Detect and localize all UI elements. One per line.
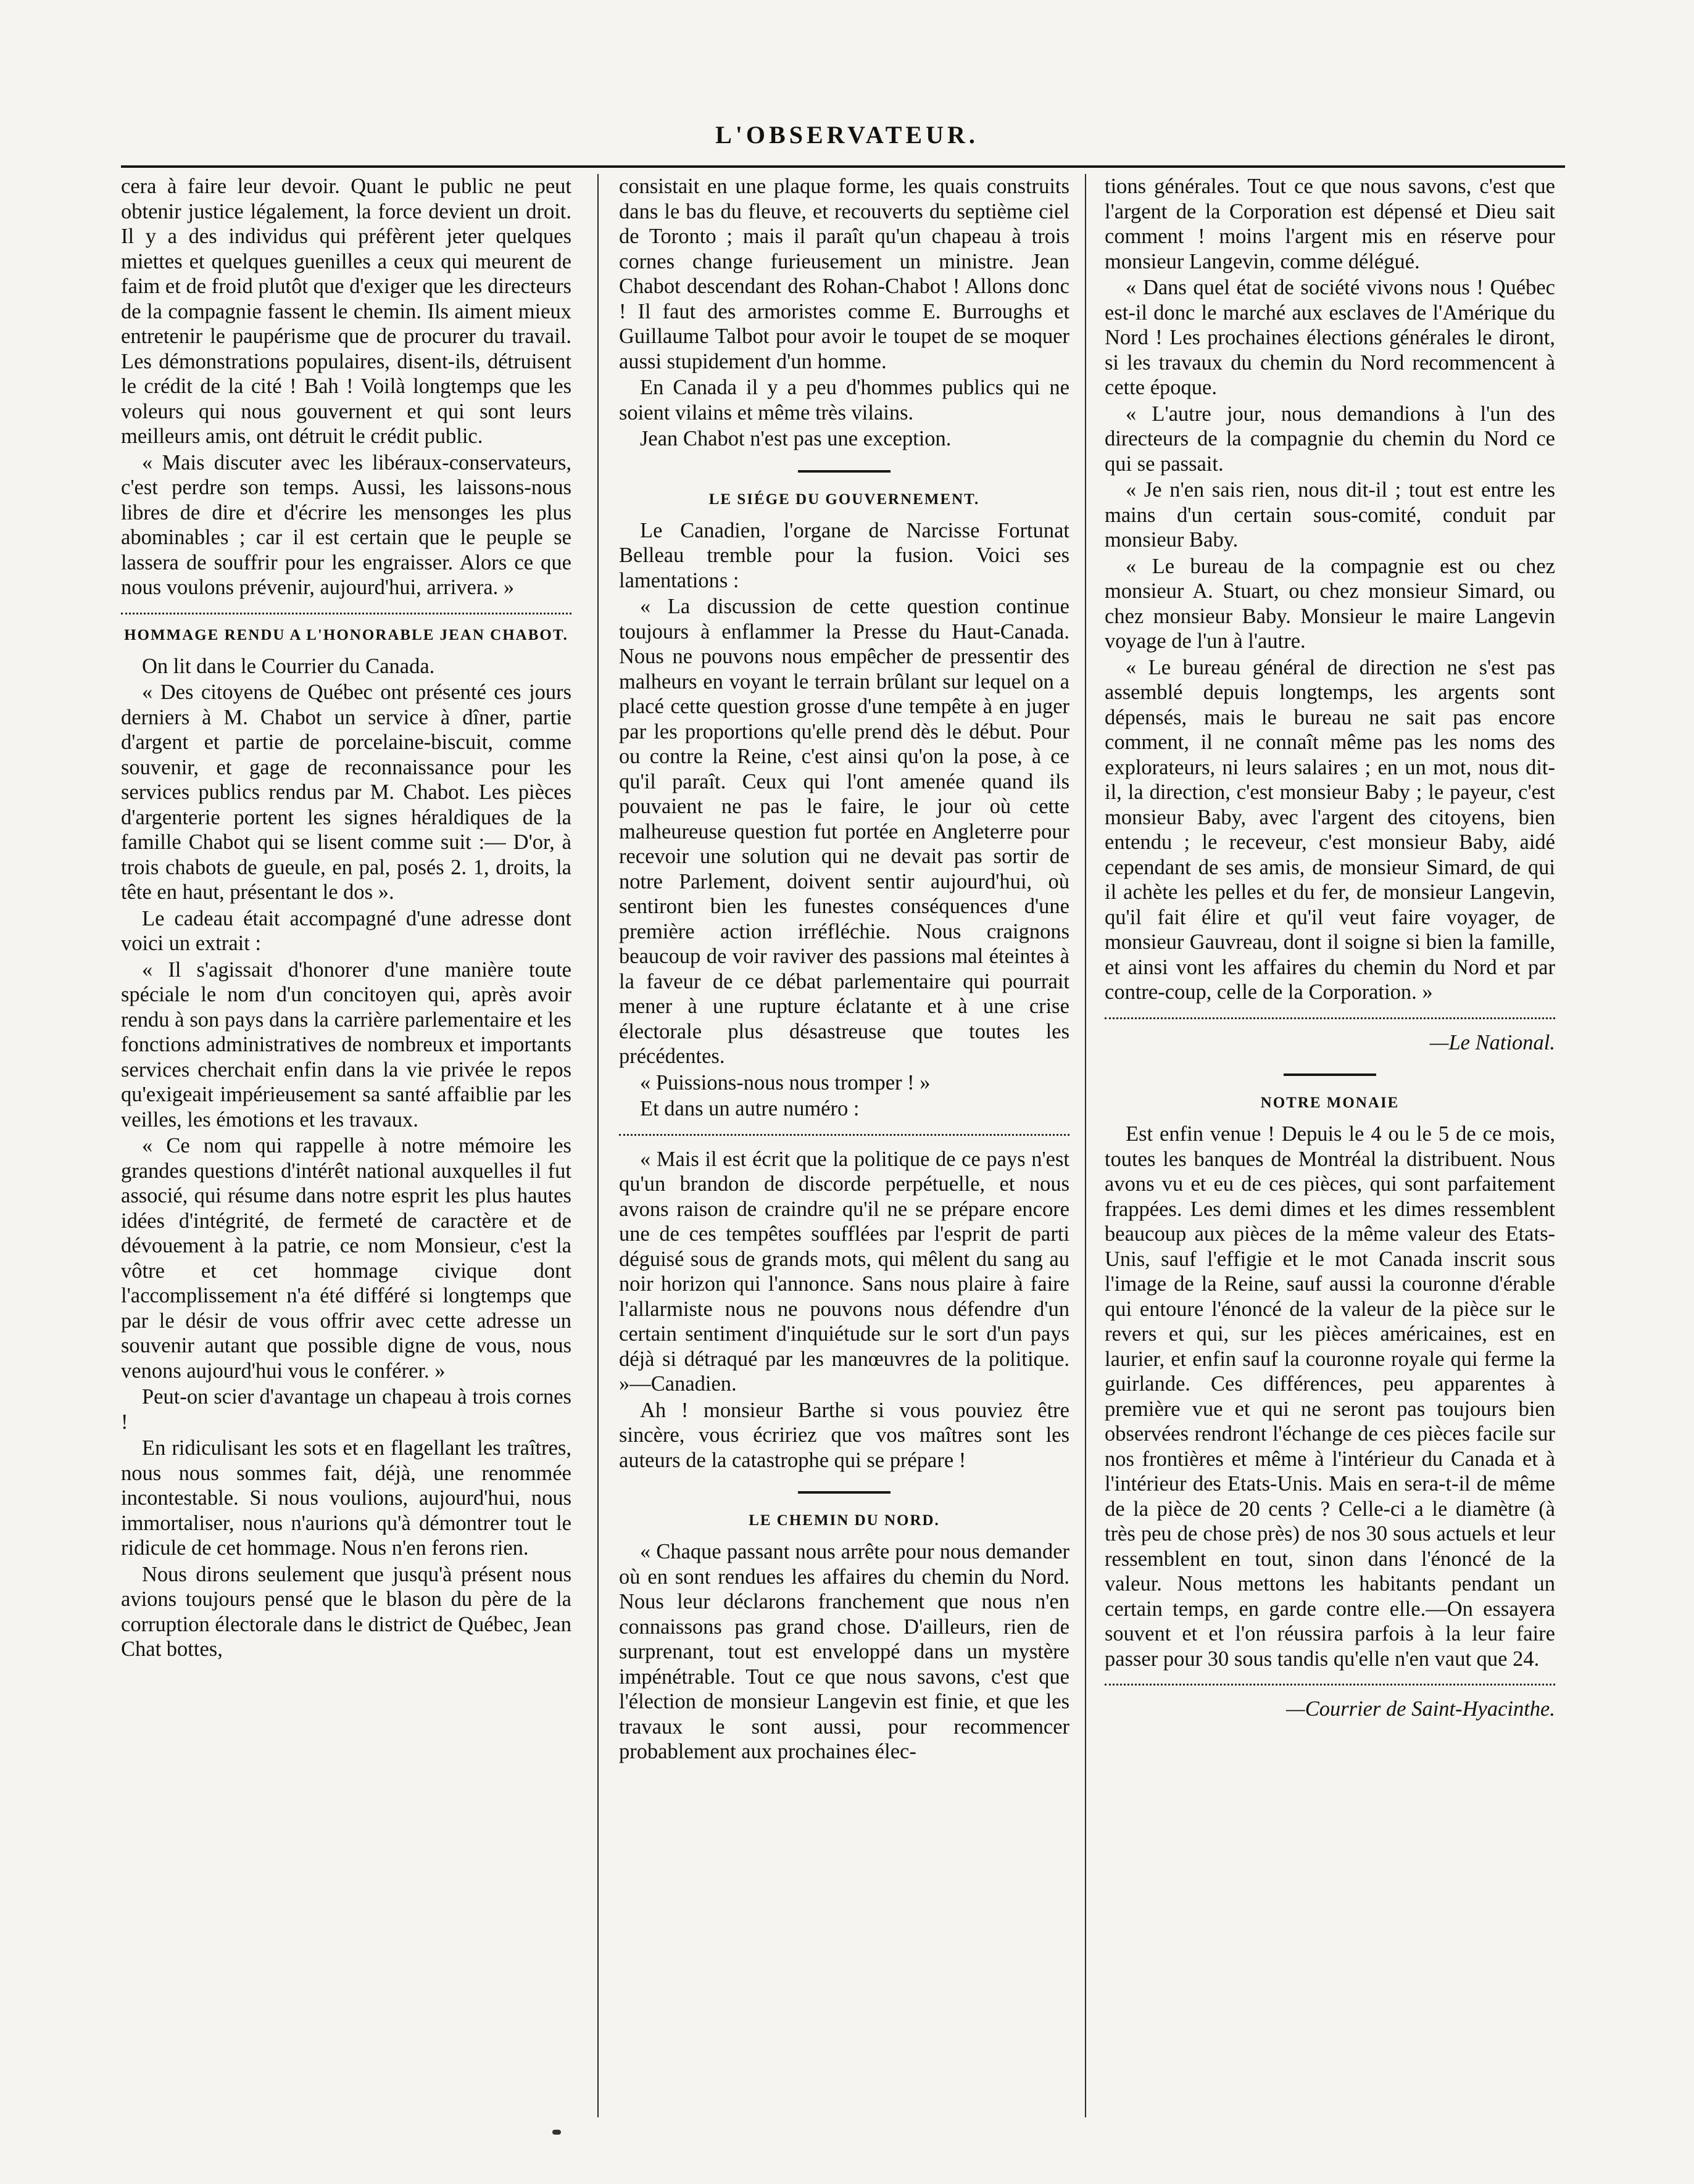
- paragraph: Jean Chabot n'est pas une exception.: [640, 427, 952, 450]
- paragraph: tions générales. Tout ce que nous savons, c'est que l'argent de la Corporation est dépensé et Dieu sait comment ! moins l'argent mis en réserve pour monsieur Langevin, comme délégué.: [1105, 175, 1555, 273]
- paragraph: « Ce nom qui rappelle à notre mémoire les grandes questions d'intérêt national auxquelles il fut associé, qui résume dans notre esprit les plus hautes idées d'intégrité, de fermeté de caractère et de dévouement à la patrie, ce nom Monsieur, c'est la vôtre et cet hommage civique dont l'accomplissement n'a été différé si longtemps que par le désir de vous offrir avec cette adresse un souvenir autant que possible digne de vous, nous venons aujourd'hui vous le conférer. »: [121, 1134, 571, 1383]
- dotted-separator: [1105, 1017, 1555, 1019]
- column-1: [121, 174, 571, 2142]
- article-heading: NOTRE MONAIE: [1260, 1094, 1400, 1111]
- source-signature: —Courrier de Saint-Hyacinthe.: [1286, 1697, 1555, 1721]
- paragraph: « Mais il est écrit que la politique de ce pays n'est qu'un brandon de discorde perpétuelle, et nous avons raison de craindre qu'il ne se prépare encore une de ces tempêtes soufflées par l'esprit de parti déguisé sous de grands mots, qui mêlent du sang au noir horizon qui l'annonce. Sans nous plaire à faire l'allarmiste nous ne pouvons nous défendre d'un certain sentiment d'inquiétude sur le sort d'un pays déjà si détraqué par les manœuvres de la politique. »—Canadien.: [619, 1147, 1069, 1396]
- column-2: [619, 174, 1069, 2142]
- paragraph: Et dans un autre numéro :: [640, 1097, 860, 1120]
- column-divider: [597, 174, 599, 2117]
- paragraph: Le cadeau était accompagné d'une adresse dont voici un extrait :: [121, 906, 571, 955]
- paragraph: En Canada il y a peu d'hommes publics qui ne soient vilains et même très vilains.: [619, 376, 1069, 424]
- paragraph: « Il s'agissait d'honorer d'une manière toute spéciale le nom d'un concitoyen qui, après avoir rendu à son pays dans la carrière parlementaire et les fonctions administratives de nombreux et importants services cherchait enfin dans la vie privée le repos qu'exigeait impérieusement sa santé affaiblie par les veilles, les émotions et les travaux.: [121, 958, 571, 1131]
- section-rule: [798, 470, 891, 473]
- masthead: L'OBSERVATEUR.: [715, 121, 979, 149]
- dotted-separator: [619, 1134, 1069, 1136]
- paragraph: Peut-on scier d'avantage un chapeau à trois cornes !: [121, 1385, 571, 1434]
- column-3: [1105, 174, 1555, 2142]
- paragraph: Nous dirons seulement que jusqu'à présent nous avions toujours pensé que le blason du père de la corruption électorale dans le district de Québec, Jean Chat bottes,: [121, 1562, 571, 1661]
- paragraph: « Le bureau général de direction ne s'est pas assemblé depuis longtemps, les argents sont dépensés, mais le bureau ne sait pas encore comment, il ne connaît même pas les noms des explorateurs, ni leurs salaires ; en un mot, nous dit-il, la direction, c'est monsieur Baby ; le payeur, c'est monsieur Baby, avec l'argent des citoyens, bien entendu ; le receveur, c'est monsieur Baby, aidé cependant de ses amis, de monsieur Simard, de qui il achète les pelles et du fer, de monsieur Langevin, qu'il fait élire et qu'il veut faire voyager, de monsieur Gauvreau, dont il soigne si bien la famille, et ainsi vont les affaires du chemin du Nord et par contre-coup, celle de la Corporation. »: [1105, 655, 1555, 1004]
- header-rule: [121, 165, 1565, 168]
- column-divider: [1085, 174, 1086, 2117]
- paragraph: « Des citoyens de Québec ont présenté ces jours derniers à M. Chabot un service à dîner, partie d'argent et partie de porcelaine-biscuit, comme souvenir, et gage de reconnaissance pour les services publics rendus par M. Chabot. Les pièces d'argenterie portent les signes héraldiques de la famille Chabot qui se lisent comme suit :— D'or, à trois chabots de gueule, en pal, posés 2. 1, droits, la tête en haut, présentant le dos ».: [121, 680, 571, 904]
- paragraph: Est enfin venue ! Depuis le 4 ou le 5 de ce mois, toutes les banques de Montréal la distribuent. Nous avons vu et eu de ces pièces, qui sont parfaitement frappées. Les demi dimes et les dimes ressemblent beaucoup aux pièces de la même valeur des Etats-Unis, sauf l'effigie et le mot Canada inscrit sous l'image de la Reine, sauf aussi la couronne d'érable qui entoure l'énoncé de la valeur de la pièce sur le revers et qui, sur les pièces américaines, est en laurier, et enfin sauf la couronne royale qui ferme la guirlande. Ces différences, peu apparentes à première vue et qui ne seront pas toujours bien observées rendront l'échange de ces pièces facile sur nos frontières et même à l'intérieur du Canada et à l'intérieur des Etats-Unis. Mais en sera-t-il de même de la pièce de 20 cents ? Celle-ci a le diamètre (à très peu de chose près) de nos 30 sous actuels et leur ressemblent en tout, sinon dans l'énoncé de la valeur. Nous mettons les habitants pendant un certain temps, en garde contre elle.—On essayera souvent et et l'on réussira parfois à la leur faire passer pour 30 sous tandis qu'elle n'en vaut que 24.: [1105, 1122, 1555, 1671]
- paragraph: On lit dans le Courrier du Canada.: [142, 654, 435, 678]
- source-signature: —Le National.: [1429, 1030, 1555, 1054]
- paragraph: consistait en une plaque forme, les quais construits dans le bas du fleuve, et recouverts du septième ciel de Toronto ; mais il paraît qu'un chapeau à trois cornes change furieusement un ministre. Jean Chabot descendant des Rohan-Chabot ! Allons donc ! Il faut des armoristes comme E. Burroughs et Guillaume Talbot pour avoir le toupet de se moquer aussi stupidement d'un homme.: [619, 175, 1069, 373]
- paragraph: « Chaque passant nous arrête pour nous demander où en sont rendues les affaires du chemin du Nord. Nous leur déclarons franchement que nous n'en connaissons pas grand chose. D'ailleurs, rien de surprenant, tout est enveloppé dans un mystère impénétrable. Tout ce que nous savons, c'est que l'élection de monsieur Langevin est finie, et que les travaux le sont aussi, pour recommencer probablement aux prochaines élec-: [619, 1540, 1069, 1763]
- ink-mark: [552, 2130, 561, 2135]
- paragraph: « Le bureau de la compagnie est ou chez monsieur A. Stuart, ou chez monsieur Simard, ou chez monsieur Baby. Monsieur le maire Langevin voyage de l'un à l'autre.: [1105, 554, 1555, 653]
- paragraph: « Mais discuter avec les libéraux-conservateurs, c'est perdre son temps. Aussi, les laissons-nous libres de dire et d'écrire les mensonges les plus abominables ; car il est certain que le peuple se lassera de souffrir pour les engraisser. Alors ce que nous voulons prévenir, aujourd'hui, arrivera. »: [121, 450, 571, 599]
- dotted-separator: [121, 613, 571, 614]
- dotted-separator: [1105, 1684, 1555, 1686]
- paragraph: « Puissions-nous nous tromper ! »: [640, 1070, 931, 1094]
- article-heading: LE SIÉGE DU GOUVERNEMENT.: [708, 490, 980, 508]
- paragraph: « Je n'en sais rien, nous dit-il ; tout est entre les mains d'un certain sous-comité, conduit par monsieur Baby.: [1105, 478, 1555, 552]
- paragraph: Le Canadien, l'organe de Narcisse Fortunat Belleau tremble pour la fusion. Voici ses lamentations :: [619, 518, 1069, 592]
- paragraph: cera à faire leur devoir. Quant le public ne peut obtenir justice légalement, la force devient un droit. Il y a des individus qui préfèrent jeter quelques miettes et quelques guenilles a ceux qui meurent de faim et de froid plutôt que d'exiger que les directeurs de la compagnie fassent le chemin. Ils aiment mieux entretenir le paupérisme que de procurer du travail. Les démonstrations populaires, disent-ils, détruisent le crédit de la cité ! Bah ! Voilà longtemps que les voleurs qui nous gouvernent et qui sont leurs meilleurs amis, ont détruit le crédit public.: [121, 175, 571, 448]
- paragraph: « Dans quel état de société vivons nous ! Québec est-il donc le marché aux esclaves de l'Amérique du Nord ! Les prochaines élections générales le diront, si les travaux du chemin du Nord recommencent à cette époque.: [1105, 276, 1555, 399]
- section-rule: [798, 1491, 891, 1494]
- paragraph: En ridiculisant les sots et en flagellant les traîtres, nous nous sommes fait, déjà, une renommée incontestable. Si nous voulions, aujourd'hui, nous immortaliser, nous n'aurions qu'à démontrer tout le ridicule de cet hommage. Nous n'en ferons rien.: [121, 1436, 571, 1560]
- paragraph: « La discussion de cette question continue toujours à enflammer la Presse du Haut-Canada. Nous ne pouvons nous empêcher de pressentir des malheurs en voyant le terrain brûlant sur lequel on a placé cette question grosse d'une tempête à en juger par les proportions qu'elle prend dès le début. Pour ou contre la Reine, c'est ainsi qu'on la pose, à ce qu'il paraît. Ceux qui l'ont amenée quand ils pouvaient ne pas le faire, le jour où cette malheureuse question fut portée en Angleterre pour recevoir une solution qui ne devait pas sortir de notre Parlement, doivent sentir aujourd'hui, où sentiront bien les funestes conséquences d'une première action irréfléchie. Nous craignons beaucoup de voir raviver des passions mal éteintes à la faveur de ce débat parlementaire qui pourrait mener à une rupture éclatante et à une crise électorale plus désastreuse que toutes les précédentes.: [619, 595, 1069, 1068]
- section-rule: [1284, 1073, 1376, 1076]
- article-heading: HOMMAGE RENDU A L'HONORABLE JEAN CHABOT.: [124, 626, 568, 643]
- paragraph: Ah ! monsieur Barthe si vous pouviez être sincère, vous écririez que vos maîtres sont les auteurs de la catastrophe qui se prépare !: [619, 1398, 1069, 1472]
- paragraph: « L'autre jour, nous demandions à l'un des directeurs de la compagnie du chemin du Nord ce qui se passait.: [1105, 402, 1555, 476]
- article-heading: LE CHEMIN DU NORD.: [749, 1512, 940, 1529]
